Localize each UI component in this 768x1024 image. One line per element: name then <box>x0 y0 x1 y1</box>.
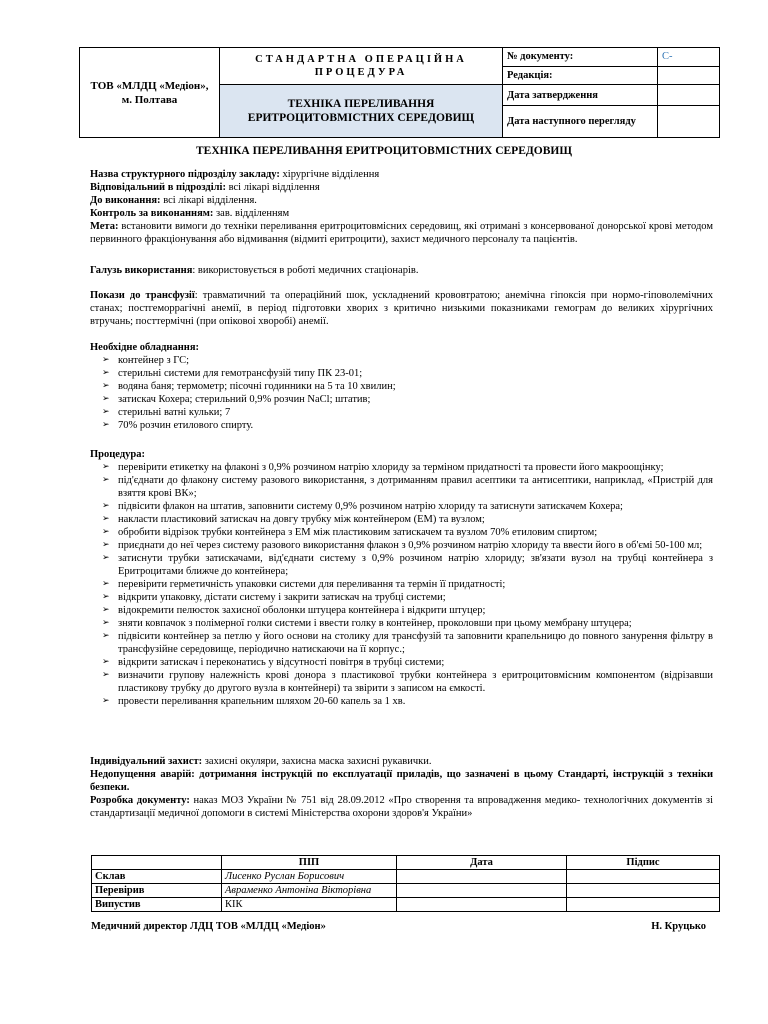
approval-date-label: Дата затвердження <box>503 85 658 106</box>
info-section <box>90 168 713 246</box>
document-title: ТЕХНІКА ПЕРЕЛИВАННЯ ЕРИТРОЦИТОВМІСТНИХ СЕРЕДОВИЩ <box>196 145 572 157</box>
footer-director-name: Н. Круцько <box>651 921 706 932</box>
equipment-item: ➢ стерильні ватні кульки; 7 <box>90 406 713 419</box>
signature-sign <box>567 870 720 884</box>
control-line <box>90 207 713 220</box>
control-label: Контроль за виконанням: <box>90 208 214 219</box>
procedure-name-line2: ЕРИТРОЦИТОВМІСТНИХ СЕРЕДОВИЩ <box>247 112 475 124</box>
signature-header-row <box>92 856 720 870</box>
procedure-step: ➢ провести переливання крапельним шляхом 20-60 капель за 1 хв. <box>90 695 713 708</box>
procedure-step: ➢ затиснути трубки затискачами, від'єднати систему з 0,9% розчином натрію хлориду; зв'язати вузол на трубці контейнера з Еритроцитами ближче до контейнера; <box>90 552 713 578</box>
sop-cell <box>220 48 503 85</box>
signature-header-signature: Підпис <box>567 856 720 870</box>
signature-name: Авраменко Антоніна Вікторівна <box>222 884 397 898</box>
procedure-step: ➢ відкрити затискач і переконатись у відсутності повітря в трубці системи; <box>90 656 713 669</box>
indications-label: Покази до трансфузії <box>90 290 195 301</box>
next-review-value <box>658 106 720 138</box>
protection-line <box>90 755 713 768</box>
scope-label: Галузь використання <box>90 265 193 276</box>
signature-name: Лисенко Руслан Борисович <box>222 870 397 884</box>
procedure-step: ➢ відкрити упаковку, дістати систему і закрити затискач на трубці системи; <box>90 591 713 604</box>
equipment-item: ➢ стерильні системи для гемотрансфузій типу ПК 23-01; <box>90 367 713 380</box>
doc-number-value: С- <box>658 48 720 67</box>
equipment-item: ➢ 70% розчин етилового спирту. <box>90 419 713 432</box>
equipment-section <box>90 341 713 432</box>
control-value: зав. відділенням <box>213 208 290 219</box>
equipment-item: ➢ водяна баня; термометр; пісочні годинники на 5 та 10 хвилин; <box>90 380 713 393</box>
revision-value <box>658 66 720 85</box>
signature-row <box>92 898 720 912</box>
development-value: наказ МОЗ України № 751 від 28.09.2012 «Про створення та впровадження медико- технологічних документів зі стандартизації медичної допомоги в системі Міністерства охорони здоров'я України» <box>90 795 713 819</box>
procedure-name-line1: ТЕХНІКА ПЕРЕЛИВАННЯ <box>287 98 435 110</box>
signature-name: КІК <box>222 898 397 912</box>
procedure-label: Процедура: <box>90 449 145 460</box>
signature-role: Перевірив <box>92 884 222 898</box>
scope-section <box>90 264 713 277</box>
doc-number-label: № документу: <box>503 48 658 67</box>
unit-value: хірургічне відділення <box>279 169 380 180</box>
unit-line <box>90 168 713 181</box>
executors-line <box>90 194 713 207</box>
scope-value: : використовується в роботі медичних стаціонарів. <box>192 265 419 276</box>
signature-sign <box>567 884 720 898</box>
indications-section <box>90 289 713 328</box>
revision-label: Редакція: <box>503 66 658 85</box>
organization-cell <box>80 48 220 138</box>
goal-value: встановити вимоги до техніки переливання еритроцитовмісних середовищ, які отримані з консервованої донорської крові методом первинного фракціонування або відмивання (відмиті еритроцити), захист медичного персоналу та пацієнтів. <box>90 221 713 245</box>
signature-row <box>92 870 720 884</box>
development-paragraph <box>90 794 713 820</box>
procedure-section <box>90 448 713 708</box>
signature-sign <box>567 898 720 912</box>
accidents-paragraph: Недопущення аварій: дотримання інструкцій по експлуатації приладів, що зазначені в цьому Стандарті, інструкцій з техніки безпеки. <box>90 769 713 793</box>
executors-value: всі лікарі відділення. <box>160 195 257 206</box>
development-label: Розробка документу: <box>90 795 190 806</box>
signature-role: Склав <box>92 870 222 884</box>
organization-city: м. Полтава <box>121 93 178 106</box>
procedure-list <box>90 461 713 708</box>
equipment-list <box>90 354 713 432</box>
signature-date <box>397 884 567 898</box>
indications-value: : травматичний та операційний шок, ускладнений крововтратою; анемічна гіпоксія при нормо-гіповолемічних станах; постгеморрагічні анемії, в період підготовки хворих з критично низькими показниками гемограм до великих хірургічних втручань; посттермічні (при опіковоі хворобі) анемії. <box>90 290 713 327</box>
procedure-step: ➢ приєднати до неї через систему разового використання флакон з 0,9% розчином натрію хлориду та ввести його в об'ємі 50-100 мл; <box>90 539 713 552</box>
signature-header-blank <box>92 856 222 870</box>
procedure-step: ➢ зняти ковпачок з полімерної голки системи і ввести голку в контейнер, проколовши при цьому мембрану штуцера; <box>90 617 713 630</box>
protection-label: Індивідуальний захист: <box>90 756 203 767</box>
responsible-line <box>90 181 713 194</box>
equipment-item: ➢ контейнер з ГС; <box>90 354 713 367</box>
signature-table <box>91 855 720 912</box>
signature-header-name: ПІП <box>222 856 397 870</box>
footer-director-title: Медичний директор ЛДЦ ТОВ «МЛДЦ «Медіон» <box>91 921 326 932</box>
procedure-step: ➢ перевірити етикетку на флаконі з 0,9% розчином натрію хлориду за терміном придатності та провести його макроощінку; <box>90 461 713 474</box>
closing-section <box>90 755 713 820</box>
procedure-step: ➢ відокремити пелюсток захисної оболонки штуцера контейнера і відкрити штуцер; <box>90 604 713 617</box>
header-table <box>79 47 720 138</box>
goal-label: Мета: <box>90 221 119 232</box>
signature-date <box>397 870 567 884</box>
sop-title-line2: ПРОЦЕДУРА <box>314 67 408 78</box>
signature-header-date: Дата <box>397 856 567 870</box>
procedure-step: ➢ накласти пластиковий затискач на довгу трубку між контейнером (ЕМ) та вузлом; <box>90 513 713 526</box>
procedure-step: ➢ визначити групову належність крові донора з пластикової трубки контейнера з еритроцитовмісним компонентом (відрізавши пластикову трубку до другого вузла в контейнері) та звірити з записом на ємкості. <box>90 669 713 695</box>
procedure-step: ➢ підвісити контейнер за петлю у його основи на столику для трансфузій та заповнити крапельницю до повного занурення фільтру в трансфузійне середовище, періодично натискаючи на її корпус.; <box>90 630 713 656</box>
goal-paragraph <box>90 220 713 246</box>
organization-name: ТОВ «МЛДЦ «Медіон», <box>90 79 209 92</box>
next-review-label: Дата наступного перегляду <box>503 106 658 138</box>
procedure-step: ➢ обробити відрізок трубки контейнера з ЕМ між пластиковим затискачем та вузлом 70% етиловим спиртом; <box>90 526 713 539</box>
unit-label: Назва структурного підрозділу закладу: <box>90 169 280 180</box>
footer <box>91 921 706 932</box>
procedure-step: ➢ підвісити флакон на штатив, заповнити систему 0,9% розчином натрію хлориду та затиснути затискачем Кохера; <box>90 500 713 513</box>
signature-role: Випустив <box>92 898 222 912</box>
signature-date <box>397 898 567 912</box>
responsible-value: всі лікарі відділення <box>225 182 320 193</box>
procedure-step: ➢ під'єднати до флакону систему разового використання, з дотриманням правил асептики та антисептики, наприклад, «Пристрій для взяття крові ВК»; <box>90 474 713 500</box>
sop-title-line1: СТАНДАРТНА ОПЕРАЦІЙНА <box>255 54 467 65</box>
executors-label: До виконання: <box>90 195 161 206</box>
responsible-label: Відповідальний в підрозділі: <box>90 182 226 193</box>
equipment-label: Необхідне обладнання: <box>90 342 200 353</box>
equipment-item: ➢ затискач Кохера; стерильний 0,9% розчин NaCl; штатив; <box>90 393 713 406</box>
protection-value: захисні окуляри, захисна маска захисні рукавички. <box>202 756 432 767</box>
procedure-step: ➢ перевірити герметичність упаковки системи для переливання та термін її придатності; <box>90 578 713 591</box>
procedure-name-cell <box>220 85 503 138</box>
signature-row <box>92 884 720 898</box>
approval-date-value <box>658 85 720 106</box>
